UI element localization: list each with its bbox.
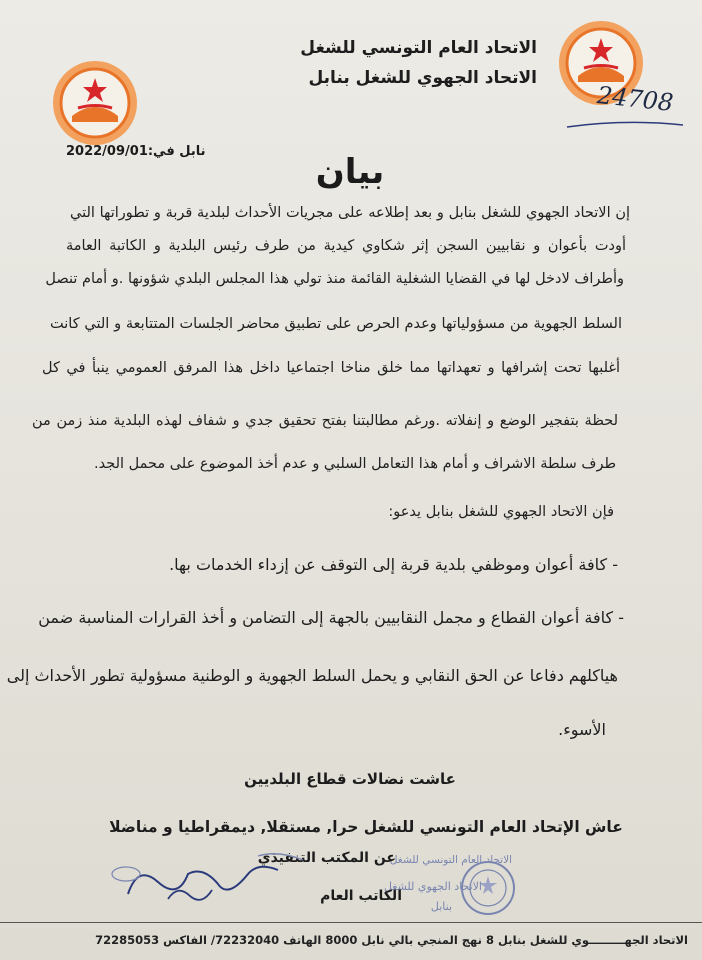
reference-underline [565, 115, 685, 133]
on-behalf-of-executive-office: عن المكتب التنفيذي [257, 850, 396, 866]
body-line: إن الاتحاد الجهوي للشغل بنابل و بعد إطلاعه على مجريات الأحداث لبلدية قربة و تطوراتها التي [70, 205, 630, 221]
document-date: نابل في:2022/09/01 [66, 144, 206, 159]
body-line: لحظة بتفجير الوضع و إنفلاته .ورغم مطالبتنا بفتح تحقيق جدي و شفاف لهذه البلدية منذ زمن من [32, 413, 618, 429]
call-item-2: - كافة أعوان القطاع و مجمل النقابيين بالجهة إلى التضامن و أخذ القرارات المناسبة ضمن [38, 608, 624, 627]
document-title: بيان [315, 152, 385, 192]
body-line: وأطراف لادخل لها في القضايا الشغلية القائمة منذ تولي هذا المجلس البلدي شؤونها .و أمام تنصل [45, 271, 624, 287]
stamp-line-1: الاتحاد العام التونسي للشغل [389, 854, 512, 866]
footer-address-contact: الاتحاد الجهـــــــــوي للشغل بنابل 8 نهج المنجي بالي نابل 8000 الهاتف 72232040/ الفاكس 72285053 [95, 933, 688, 947]
header-regional-union: الاتحاد الجهوي للشغل بنابل [308, 68, 537, 88]
body-line: أودت بأعوان و نقابيين السجن إثر شكاوي كيدية من طرف رئيس البلدية و الكاتبة العامة [66, 238, 626, 254]
secretary-general-title: الكاتب العام [320, 888, 402, 904]
call-item-1: - كافة أعوان وموظفي بلدية قربة إلى التوقف عن إزداء الخدمات بها. [169, 555, 618, 574]
handwritten-signature [108, 844, 308, 914]
handwritten-reference: 24708 [595, 81, 675, 117]
stamp-line-3: بنابل [430, 900, 452, 913]
stamp-line-2: الاتحاد الجهوي للشغل [383, 880, 482, 893]
body-line: طرف سلطة الاشراف و أمام هذا التعامل السلبي و عدم أخذ الموضوع على محمل الجد. [93, 456, 616, 472]
header-federation: الاتحاد العام التونسي للشغل [300, 38, 537, 58]
page-footer [0, 922, 702, 960]
call-item-2-continued: هياكلهم دفاعا عن الحق النقابي و يحمل السلط الجهوية و الوطنية مسؤولية تطور الأحداث إلى [6, 666, 618, 685]
slogan-ugtt: عاش الإتحاد العام التونسي للشغل حرا, مستقلا, ديمقراطيا و مناضلا [109, 818, 623, 836]
slogan-municipal-sector: عاشت نضالات قطاع البلديين [244, 770, 456, 788]
body-line: فإن الاتحاد الجهوي للشغل بنابل يدعو: [388, 504, 614, 520]
body-line: السلط الجهوية من مسؤولياتها وعدم الحرص على تطبيق محاضر الجلسات المتتابعة و التي كانت [50, 316, 622, 332]
body-line: أغلبها تحت إشرافها و تعهداتها مما خلق مناخا اجتماعيا داخل هذا المرفق العمومي ينبأ في كل [42, 360, 620, 376]
call-item-2-end: الأسوء. [558, 720, 606, 739]
